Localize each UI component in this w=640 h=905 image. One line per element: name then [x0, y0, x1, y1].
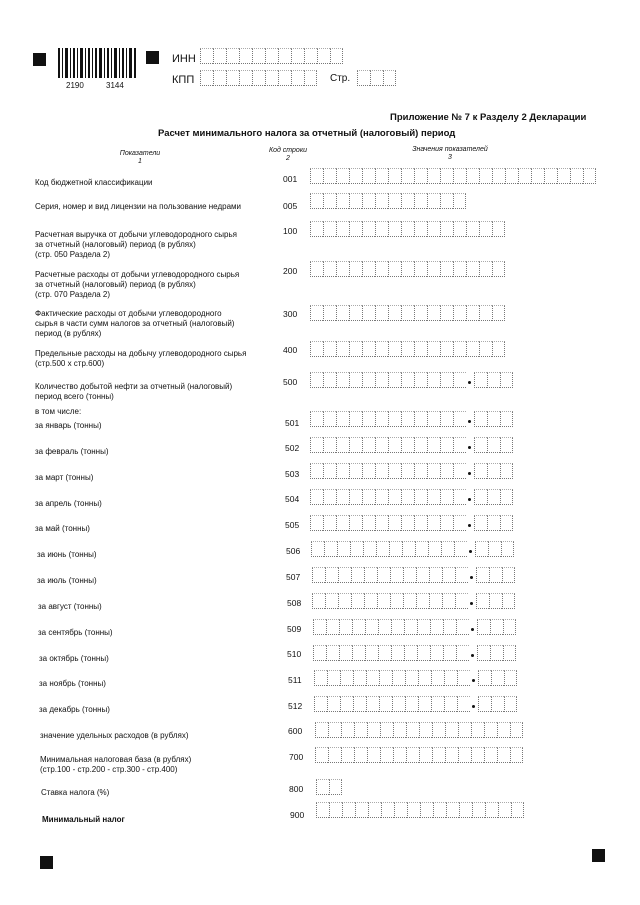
- row-code: 005: [283, 201, 298, 211]
- decimal-point: [466, 372, 474, 390]
- registration-marker-top-left: [33, 53, 46, 66]
- row-value-field[interactable]: [313, 619, 516, 637]
- barcode-icon: [58, 48, 136, 78]
- decimal-point: [468, 567, 476, 585]
- kpp-field[interactable]: [200, 70, 317, 88]
- row-code: 507: [286, 572, 301, 582]
- decimal-point: [466, 411, 474, 429]
- row-label-including: в том числе:: [35, 407, 82, 416]
- row-code: 200: [283, 266, 298, 276]
- inn-label: ИНН: [172, 53, 196, 65]
- row-value-field[interactable]: [312, 593, 515, 611]
- barcode-number-left: 2190: [66, 81, 84, 90]
- row-code: 300: [283, 309, 298, 319]
- row-label: за сентябрь (тонны): [38, 628, 113, 637]
- decimal-point: [466, 489, 474, 507]
- row-value-field[interactable]: [310, 168, 596, 186]
- row-value-field[interactable]: [313, 645, 516, 663]
- row-code: 800: [289, 784, 304, 794]
- row-label: за март (тонны): [35, 473, 94, 482]
- decimal-point: [470, 696, 478, 714]
- row-code: 506: [286, 546, 301, 556]
- barcode-number-right: 3144: [106, 81, 124, 90]
- column-header-indicators-label: Показатели: [119, 150, 161, 157]
- row-code: 505: [285, 520, 300, 530]
- row-label: Расчетная выручка от добычи углеводородного сырья за отчетный (налоговый) период (в рублях) (стр. 050 Раздела 2): [35, 230, 237, 259]
- row-label: за декабрь (тонны): [39, 705, 110, 714]
- decimal-point: [469, 619, 477, 637]
- row-code: 512: [288, 701, 303, 711]
- row-label: за июль (тонны): [37, 576, 97, 585]
- column-header-values-label: Значения показателей: [412, 146, 488, 153]
- row-value-field[interactable]: [316, 802, 524, 820]
- row-value-field[interactable]: [312, 567, 515, 585]
- row-code: 700: [289, 752, 304, 762]
- row-value-field[interactable]: [310, 489, 513, 507]
- decimal-point: [469, 645, 477, 663]
- barcode: [58, 48, 136, 78]
- row-label: Минимальная налоговая база (в рублях) (стр.100 - стр.200 - стр.300 - стр.400): [40, 755, 192, 774]
- row-label: за январь (тонны): [35, 421, 102, 430]
- kpp-label: КПП: [172, 74, 195, 86]
- row-code: 400: [283, 345, 298, 355]
- row-value-field[interactable]: [310, 411, 513, 429]
- row-label: за февраль (тонны): [35, 447, 109, 456]
- column-header-values-number: 3: [448, 154, 452, 161]
- row-code: 100: [283, 226, 298, 236]
- decimal-point: [468, 593, 476, 611]
- row-code: 500: [283, 377, 298, 387]
- row-label: Ставка налога (%): [41, 788, 110, 797]
- row-code: 503: [285, 469, 300, 479]
- row-label: Серия, номер и вид лицензии на пользование недрами: [35, 202, 241, 211]
- row-code: 600: [288, 726, 303, 736]
- row-value-field[interactable]: [310, 463, 513, 481]
- registration-marker-top-right: [146, 51, 159, 64]
- inn-field[interactable]: [200, 48, 343, 66]
- row-value-field[interactable]: [310, 193, 466, 211]
- row-value-field[interactable]: [314, 670, 517, 688]
- column-header-line-code-label: Код строки: [268, 147, 308, 154]
- column-header-indicators: [110, 150, 170, 166]
- row-label: Код бюджетной классификации: [35, 178, 153, 187]
- row-code: 508: [287, 598, 302, 608]
- row-value-field[interactable]: [310, 372, 513, 390]
- page-number-field[interactable]: [357, 70, 396, 88]
- row-value-field[interactable]: [314, 696, 517, 714]
- column-header-indicators-number: 1: [138, 158, 142, 165]
- row-label: за июнь (тонны): [37, 550, 97, 559]
- row-label: за октябрь (тонны): [39, 654, 109, 663]
- row-label: Минимальный налог: [42, 815, 125, 824]
- row-code: 900: [290, 810, 305, 820]
- row-value-field[interactable]: [315, 747, 523, 765]
- row-label: за август (тонны): [38, 602, 102, 611]
- decimal-point: [466, 463, 474, 481]
- registration-marker-bottom-right: [592, 849, 605, 862]
- row-label: за май (тонны): [35, 524, 90, 533]
- row-code: 504: [285, 494, 300, 504]
- form-title: Расчет минимального налога за отчетный (налоговый) период: [158, 128, 456, 139]
- decimal-point: [470, 670, 478, 688]
- row-label: Фактические расходы от добычи углеводородного сырья в части сумм налогов за отчетный (налоговый) период (в рублях): [35, 309, 235, 338]
- row-code: 001: [283, 174, 298, 184]
- column-header-line-code: [262, 147, 314, 163]
- row-value-field[interactable]: [315, 722, 523, 740]
- row-value-field[interactable]: [310, 515, 513, 533]
- row-value-field[interactable]: [310, 305, 505, 323]
- row-value-field[interactable]: [316, 779, 342, 797]
- row-value-field[interactable]: [310, 341, 505, 359]
- row-code: 502: [285, 443, 300, 453]
- row-value-field[interactable]: [310, 261, 505, 279]
- column-header-line-code-number: 2: [286, 155, 290, 162]
- row-label: Расчетные расходы от добычи углеводородного сырья за отчетный (налоговый) период (в рублях) (стр. 070 Раздела 2): [35, 270, 240, 299]
- row-label: за ноябрь (тонны): [39, 679, 106, 688]
- page-label: Стр.: [330, 73, 351, 84]
- decimal-point: [466, 515, 474, 533]
- column-header-values: [400, 146, 500, 162]
- row-label: Предельные расходы на добычу углеводородного сырья (стр.500 х стр.600): [35, 349, 247, 368]
- row-label: Количество добытой нефти за отчетный (налоговый) период всего (тонны): [35, 382, 233, 401]
- row-code: 501: [285, 418, 300, 428]
- row-label: значение удельных расходов (в рублях): [40, 731, 189, 740]
- row-label: за апрель (тонны): [35, 499, 102, 508]
- row-code: 511: [288, 675, 302, 685]
- row-code: 509: [287, 624, 302, 634]
- row-value-field[interactable]: [311, 541, 514, 559]
- decimal-point: [466, 437, 474, 455]
- decimal-point: [467, 541, 475, 559]
- registration-marker-bottom-left: [40, 856, 53, 869]
- row-value-field[interactable]: [310, 437, 513, 455]
- row-value-field[interactable]: [310, 221, 505, 239]
- row-code: 510: [287, 649, 302, 659]
- appendix-title: Приложение № 7 к Разделу 2 Декларации: [390, 112, 587, 123]
